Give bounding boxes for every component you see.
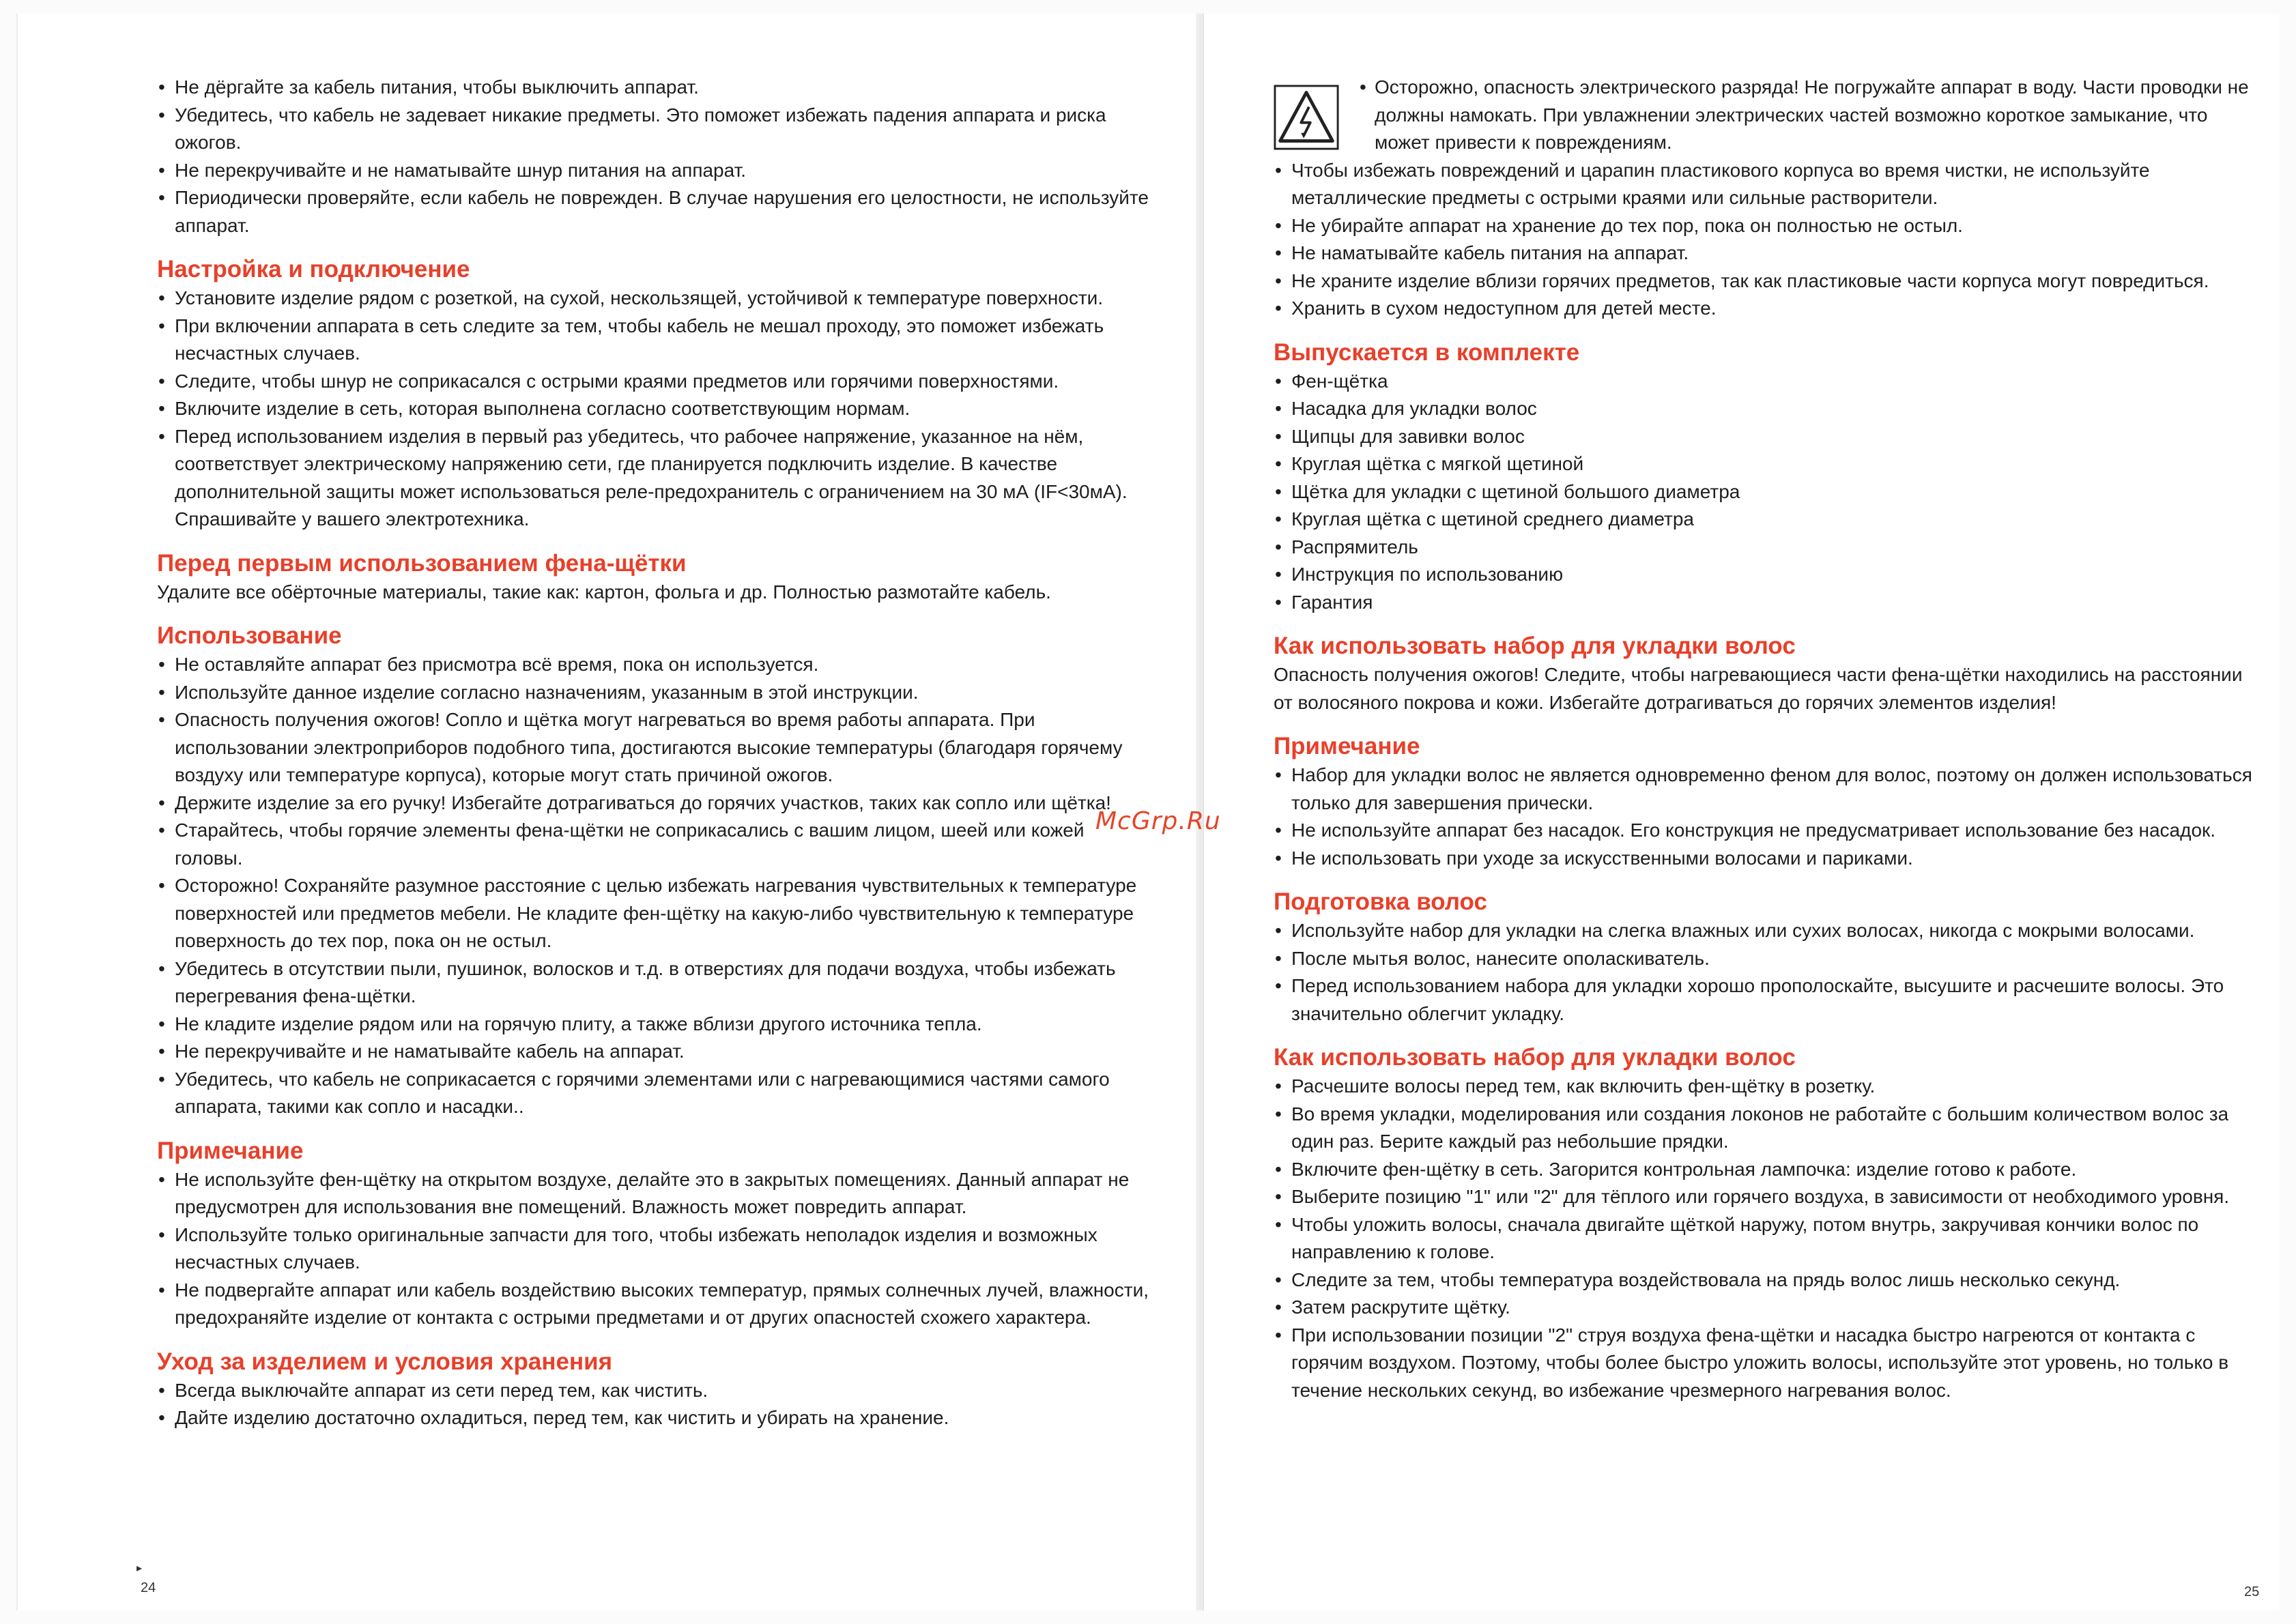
- list-item: • Гарантия: [1274, 589, 2256, 617]
- care-section: [157, 1347, 1153, 1432]
- list-item: • Расчешите волосы перед тем, как включить фен-щётку в розетку.: [1274, 1073, 2256, 1101]
- list-item: • Во время укладки, моделирования или создания локонов не работайте с большим количеством волос за один раз. Берите каждый раз небольшие прядки.: [1274, 1101, 2256, 1156]
- list-item: • Щётка для укладки с щетиной большого диаметра: [1274, 478, 2256, 506]
- list-item: • Осторожно, опасность электрического разряда! Не погружайте аппарат в воду. Части проводки не должны намокать. При увлажнении электрических частей возможно короткое замыкание, что может привести к повреждениям.: [1358, 74, 2256, 157]
- list-item: • Убедитесь, что кабель не задевает никакие предметы. Это поможет избежать падения аппарата и риска ожогов.: [157, 102, 1153, 157]
- list-item: • Убедитесь в отсутствии пыли, пушинок, волосков и т.д. в отверстиях для подачи воздуха, чтобы избежать перегревания фена-щётки.: [157, 955, 1153, 1011]
- electric-hazard-icon: [1274, 85, 1339, 150]
- note-section-right: [1274, 731, 2256, 872]
- list-item: • Не перекручивайте и не наматывайте кабель на аппарат.: [157, 1038, 1153, 1066]
- list-item: • Набор для укладки волос не является одновременно феном для волос, поэтому он должен использоваться только для завершения прически.: [1274, 762, 2256, 817]
- list-item: • Чтобы уложить волосы, сначала двигайте щёткой наружу, потом внутрь, закручивая кончики волос по направлению к голове.: [1274, 1211, 2256, 1266]
- list-item: • Щипцы для завивки волос: [1274, 423, 2256, 451]
- section-heading: Примечание: [1274, 733, 1420, 759]
- list-item: • Не храните изделие вблизи горячих предметов, так как пластиковые части корпуса могут повредиться.: [1274, 267, 2256, 295]
- list-item: • Не перекручивайте и не наматывайте шнур питания на аппарат.: [157, 157, 1153, 185]
- warning-list: [1358, 74, 2256, 157]
- usage-section: [157, 621, 1153, 1121]
- list-item: • Перед использованием набора для укладки хорошо прополоскайте, высушите и расчешите волосы. Это значительно облегчит укладку.: [1274, 972, 2256, 1028]
- list-item: • Инструкция по использованию: [1274, 561, 2256, 589]
- section-heading: Примечание: [157, 1137, 304, 1164]
- section-heading: Как использовать набор для укладки волос: [1274, 633, 1796, 659]
- list-item: • Убедитесь, что кабель не соприкасается с горячими элементами или с нагревающимися частями самого аппарата, такими как сопло и насадки..: [157, 1066, 1153, 1121]
- list-item: • Не использовать при уходе за искусственными волосами и париками.: [1274, 845, 2256, 873]
- list-item: • При включении аппарата в сеть следите за тем, чтобы кабель не мешал проходу, это поможет избежать несчастных случаев.: [157, 313, 1153, 368]
- left-column: [157, 74, 1153, 1447]
- page-number-left: 24: [141, 1580, 156, 1595]
- list-item: • После мытья волос, нанесите ополаскиватель.: [1274, 945, 2256, 973]
- list-item: • Используйте набор для укладки на слегка влажных или сухих волосах, никогда с мокрыми волосами.: [1274, 917, 2256, 945]
- list-item: • Используйте данное изделие согласно назначениям, указанным в этой инструкции.: [157, 679, 1153, 707]
- prep-section: [1274, 887, 2256, 1028]
- corner-arrow-icon: ▸: [137, 1563, 143, 1574]
- note-section-left: [157, 1136, 1153, 1332]
- list-item: • Используйте только оригинальные запчасти для того, чтобы избежать неполадок изделия и возможных несчастных случаев.: [157, 1221, 1153, 1277]
- right-column: [1274, 74, 2256, 1419]
- list-item: • Не используйте фен-щётку на открытом воздухе, делайте это в закрытых помещениях. Данный аппарат не предусмотрен для использования вне помещений. Влажность может повредить аппарат.: [157, 1166, 1153, 1221]
- list-item: • Не используйте аппарат без насадок. Его конструкция не предусматривает использование без насадок.: [1274, 817, 2256, 845]
- list-item: • При использовании позиции "2" струя воздуха фена-щётки и насадка быстро нагреются от контакта с горячим воздухом. Поэтому, чтобы более быстро уложить волосы, используйте этот уровень, но только в течение нескольких секунд, во избежание чрезмерного нагревания волос.: [1274, 1322, 2256, 1405]
- list-item: • Круглая щётка с мягкой щетиной: [1274, 450, 2256, 478]
- note-list: [157, 1166, 1153, 1332]
- usage-list: [157, 651, 1153, 1121]
- intro-section: [157, 74, 1153, 240]
- list-item: • Не кладите изделие рядом или на горячую плиту, а также вблизи другого источника тепла.: [157, 1011, 1153, 1039]
- list-item: • Следите за тем, чтобы температура воздействовала на прядь волос лишь несколько секунд.: [1274, 1266, 2256, 1294]
- list-item: • Осторожно! Сохраняйте разумное расстояние с целью избежать нагревания чувствительных к температуре поверхностей или предметов мебели. Не кладите фен-щётку на какую-либо чувствительную к температуре поверхность до тех пор, пока он не остыл.: [157, 872, 1153, 955]
- how-to-section-2: [1274, 1043, 2256, 1404]
- section-heading: Подготовка волос: [1274, 888, 1487, 915]
- how-to-list: [1274, 1073, 2256, 1404]
- list-item: • Не дёргайте за кабель питания, чтобы выключить аппарат.: [157, 74, 1153, 102]
- list-item: • Следите, чтобы шнур не соприкасался с острыми краями предметов или горячими поверхностями.: [157, 368, 1153, 396]
- list-item: • Затем раскрутите щётку.: [1274, 1294, 2256, 1322]
- list-item: • Не оставляйте аппарат без присмотра всё время, пока он используется.: [157, 651, 1153, 679]
- how-to-section-1: [1274, 631, 2256, 716]
- list-item: • Всегда выключайте аппарат из сети перед тем, как чистить.: [157, 1377, 1153, 1405]
- note-list: [1274, 762, 2256, 872]
- list-item: • Старайтесь, чтобы горячие элементы фена-щётки не соприкасались с вашим лицом, шеей или кожей головы.: [157, 817, 1153, 872]
- page-number-right: 25: [2244, 1584, 2260, 1599]
- setup-section: [157, 255, 1153, 534]
- list-item: • Не подвергайте аппарат или кабель воздействию высоких температур, прямых солнечных лучей, влажности, предохраняйте изделие от контакта с острыми предметами и от других опасностей схожего характера.: [157, 1277, 1153, 1332]
- list-item: • Фен-щётка: [1274, 368, 2256, 396]
- list-item: • Опасность получения ожогов! Сопло и щётка могут нагреваться во время работы аппарата. При использовании электроприборов подобного типа, достигаются высокие температуры (благодаря горячему воздуху или температуре корпуса), которые могут стать причиной ожогов.: [157, 706, 1153, 789]
- section-heading: Уход за изделием и условия хранения: [157, 1348, 613, 1375]
- paragraph: Удалите все обёрточные материалы, такие как: картон, фольга и др. Полностью размотайте кабель.: [157, 581, 1051, 603]
- care-list: [157, 1377, 1153, 1432]
- prep-list: [1274, 917, 2256, 1028]
- watermark-text: McGrp.Ru: [1095, 807, 1221, 835]
- list-item: • Периодически проверяйте, если кабель не поврежден. В случае нарушения его целостности, не используйте аппарат.: [157, 184, 1153, 240]
- list-item: • Включите изделие в сеть, которая выполнена согласно соответствующим нормам.: [157, 395, 1153, 423]
- list-item: • Выберите позицию "1" или "2" для тёплого или горячего воздуха, в зависимости от необходимого уровня.: [1274, 1183, 2256, 1211]
- list-item: • Не наматывайте кабель питания на аппарат.: [1274, 240, 2256, 267]
- section-heading: Использование: [157, 622, 342, 649]
- first-use-section: [157, 549, 1153, 607]
- paragraph: Опасность получения ожогов! Следите, чтобы нагревающиеся части фена-щётки находились на расстоянии от волосяного покрова и кожи. Избегайте дотрагиваться до горячих элементов изделия!: [1274, 664, 2243, 713]
- list-item: • Распрямитель: [1274, 534, 2256, 562]
- section-heading: Перед первым использованием фена-щётки: [157, 549, 687, 577]
- list-item: • Включите фен-щётку в сеть. Загорится контрольная лампочка: изделие готово к работе.: [1274, 1156, 2256, 1184]
- list-item: • Установите изделие рядом с розеткой, на сухой, нескользящей, устойчивой к температуре поверхности.: [157, 285, 1153, 313]
- right-care-list: [1274, 157, 2256, 323]
- list-item: • Дайте изделию достаточно охладиться, перед тем, как чистить и убирать на хранение.: [157, 1404, 1153, 1432]
- list-item: • Круглая щётка с щетиной среднего диаметра: [1274, 506, 2256, 534]
- section-heading: Настройка и подключение: [157, 256, 470, 282]
- right-care-section: [1274, 74, 2256, 323]
- list-item: • Насадка для укладки волос: [1274, 395, 2256, 423]
- list-item: • Держите изделие за его ручку! Избегайте дотрагиваться до горячих участков, таких как сопло или щётка!: [157, 789, 1153, 817]
- contents-list: [1274, 368, 2256, 617]
- intro-list: [157, 74, 1153, 240]
- warning-block: [1274, 74, 2256, 157]
- section-heading: Как использовать набор для укладки волос: [1274, 1044, 1796, 1071]
- list-item: • Не убирайте аппарат на хранение до тех пор, пока он полностью не остыл.: [1274, 212, 2256, 240]
- setup-list: [157, 285, 1153, 534]
- contents-section: [1274, 338, 2256, 617]
- list-item: • Хранить в сухом недоступном для детей месте.: [1274, 295, 2256, 323]
- list-item: • Перед использованием изделия в первый раз убедитесь, что рабочее напряжение, указанное на нём, соответствует электрическому напряжению сети, где планируется подключить изделие. В качестве дополнительной защиты может использоваться реле-предохранитель с ограничением на 30 мА (IF<30мА). Спрашивайте у вашего электротехника.: [157, 423, 1153, 534]
- list-item: • Чтобы избежать повреждений и царапин пластикового корпуса во время чистки, не используйте металлические предметы с острыми краями или сильные растворители.: [1274, 157, 2256, 212]
- section-heading: Выпускается в комплекте: [1274, 338, 1580, 366]
